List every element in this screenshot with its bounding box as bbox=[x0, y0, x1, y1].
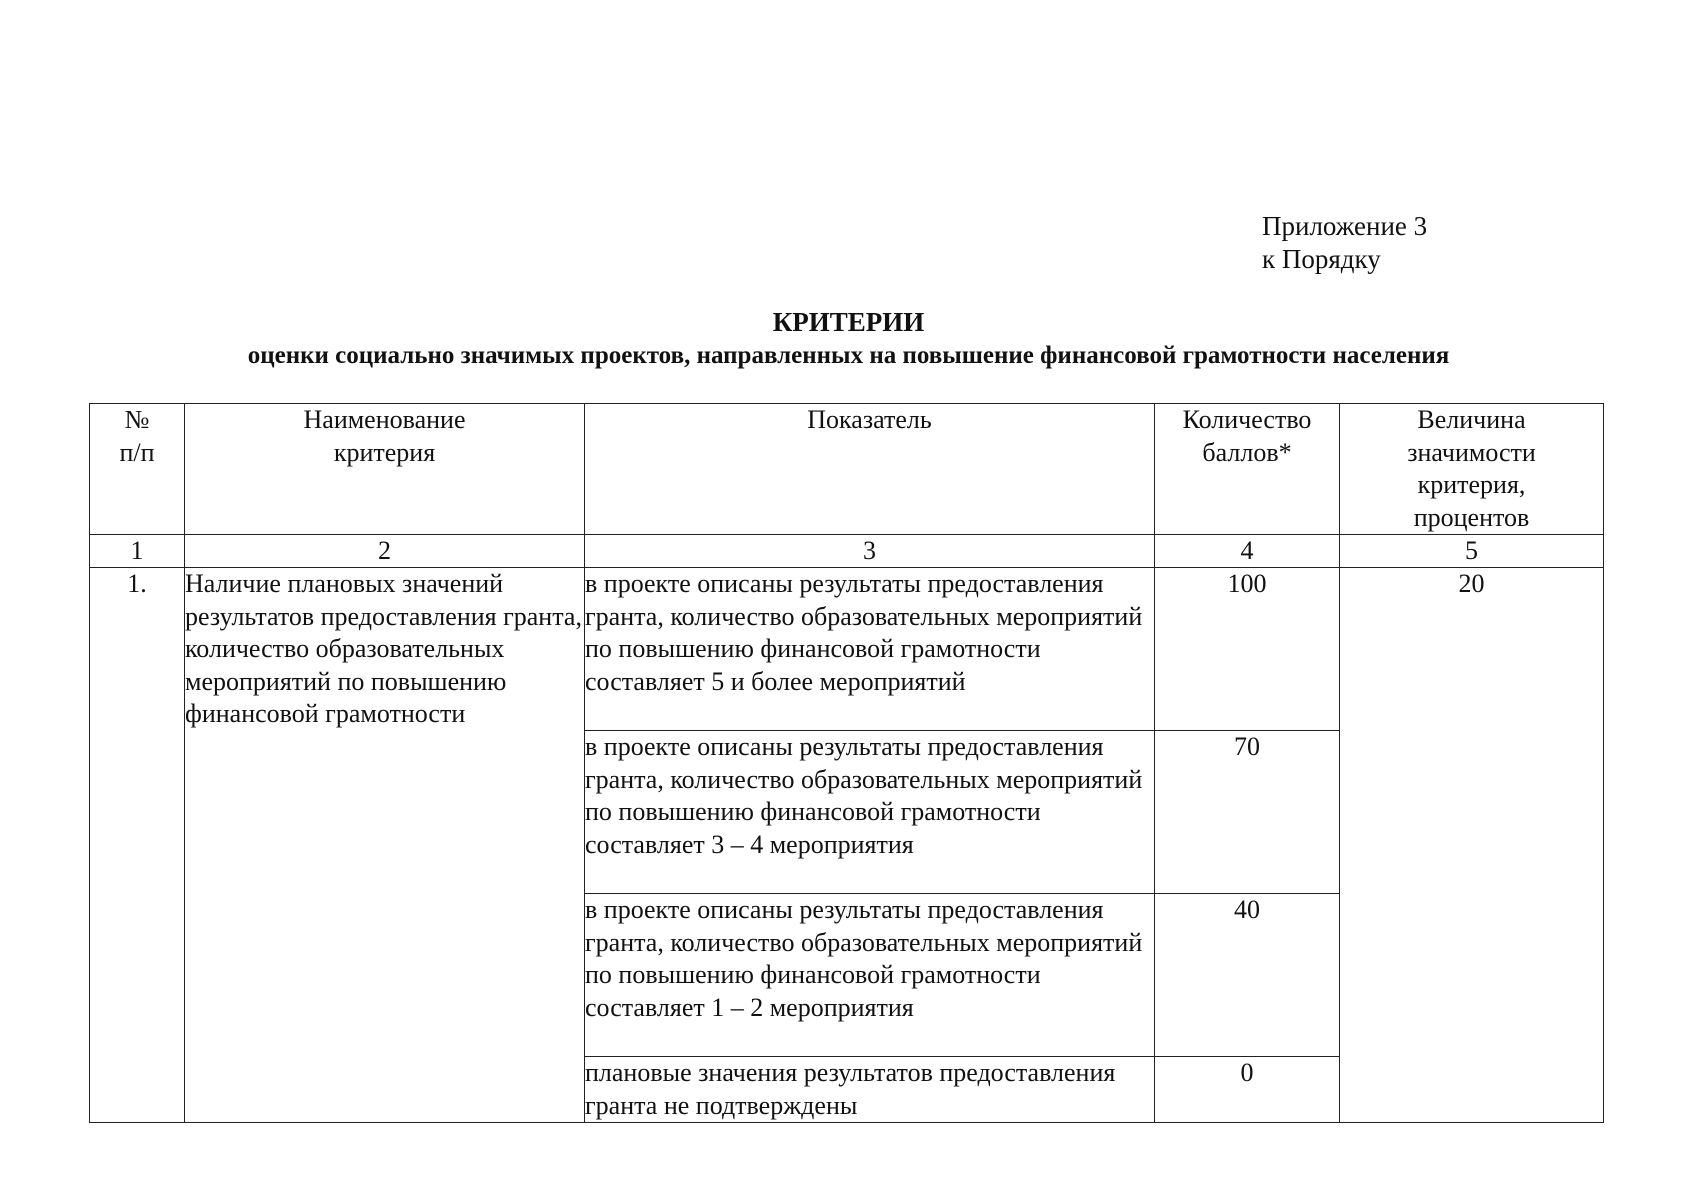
row-number: 1. bbox=[90, 568, 185, 1123]
document-title: КРИТЕРИИ bbox=[772, 307, 925, 337]
header-indicator bbox=[585, 404, 1155, 535]
appendix-line-2: к Порядку bbox=[1262, 244, 1381, 274]
appendix-line-1: Приложение 3 bbox=[1262, 211, 1428, 241]
column-number-row bbox=[90, 535, 1604, 568]
indicator-text: плановые значения результатов предоставления гранта не подтверждены bbox=[585, 1057, 1155, 1123]
column-number-3: 3 bbox=[585, 535, 1155, 568]
header-number bbox=[90, 404, 185, 535]
header-weight-line-4: процентов bbox=[1413, 502, 1530, 532]
score-value: 100 bbox=[1155, 568, 1340, 731]
header-criterion-name bbox=[185, 404, 585, 535]
indicator-text: в проекте описаны результаты предоставления гранта, количество образовательных мероприятий по повышению финансовой грамотности составляет 5 и более мероприятий bbox=[585, 568, 1155, 731]
column-number-1: 1 bbox=[90, 535, 185, 568]
table-row bbox=[90, 568, 1604, 731]
criteria-table bbox=[89, 403, 1604, 1123]
score-value: 40 bbox=[1155, 894, 1340, 1057]
header-weight-line-3: критерия, bbox=[1417, 470, 1526, 499]
score-value: 0 bbox=[1155, 1057, 1340, 1123]
column-number-5: 5 bbox=[1340, 535, 1604, 568]
header-number-line-1: № bbox=[124, 405, 150, 434]
column-number-2: 2 bbox=[185, 535, 585, 568]
appendix-reference bbox=[1262, 210, 1427, 276]
document-subtitle: оценки социально значимых проектов, направленных на повышение финансовой грамотности населения bbox=[247, 342, 1450, 369]
table-header-row bbox=[90, 404, 1604, 535]
score-value: 70 bbox=[1155, 731, 1340, 894]
header-weight bbox=[1340, 404, 1604, 535]
header-weight-line-2: значимости bbox=[1407, 437, 1536, 467]
header-weight-line-1: Величина bbox=[1417, 405, 1526, 434]
indicator-text: в проекте описаны результаты предоставления гранта, количество образовательных мероприятий по повышению финансовой грамотности составляет 1 – 2 мероприятия bbox=[585, 894, 1155, 1057]
header-indicator-line-1: Показатель bbox=[807, 405, 932, 434]
header-score-line-1: Количество bbox=[1182, 405, 1312, 434]
header-score-line-2: баллов* bbox=[1202, 437, 1292, 467]
column-number-4: 4 bbox=[1155, 535, 1340, 568]
criterion-name: Наличие плановых значений результатов предоставления гранта, количество образовательных мероприятий по повышению финансовой грамотности bbox=[185, 568, 585, 1123]
indicator-text: в проекте описаны результаты предоставления гранта, количество образовательных мероприятий по повышению финансовой грамотности составляет 3 – 4 мероприятия bbox=[585, 731, 1155, 894]
header-criterion-line-2: критерия bbox=[333, 437, 436, 467]
header-criterion-line-1: Наименование bbox=[303, 405, 466, 434]
header-number-line-2: п/п bbox=[119, 437, 155, 467]
criterion-weight: 20 bbox=[1340, 568, 1604, 1123]
header-score bbox=[1155, 404, 1340, 535]
